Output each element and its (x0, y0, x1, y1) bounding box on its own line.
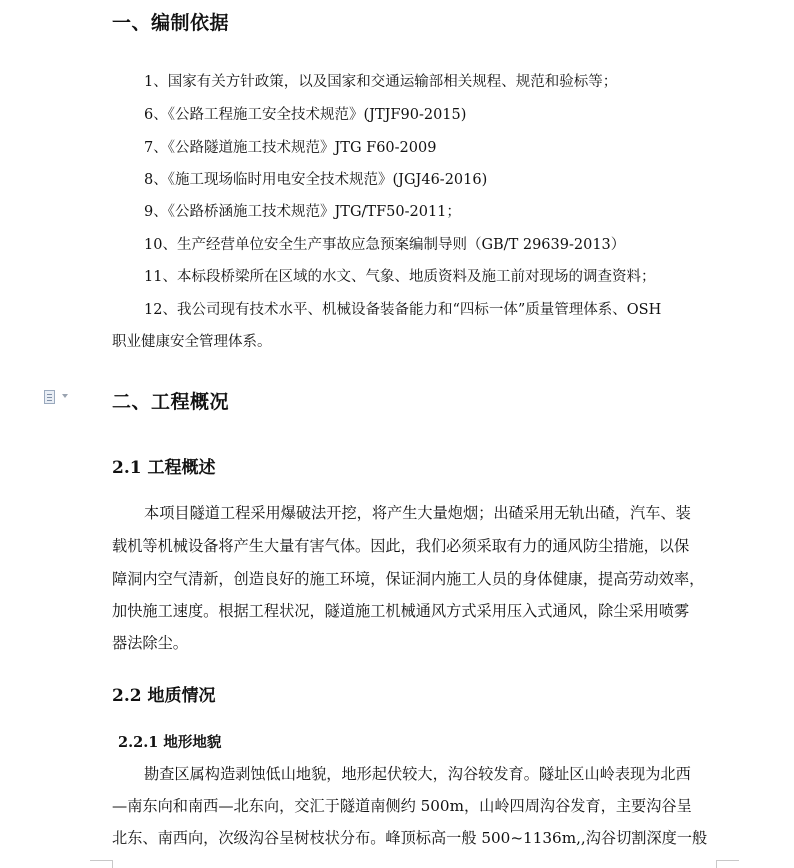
reference-item-11: 11、本标段桥梁所在区域的水文、气象、地质资料及施工前对现场的调查资料； (144, 269, 656, 285)
reference-item-10: 10、生产经营单位安全生产事故应急预案编制导则（GB/T 29639-2013） (144, 237, 626, 253)
section-2-heading: 二、工程概况 (112, 391, 230, 413)
overview-line-4: 加快施工速度。根据工程状况，隧道施工机械通风方式采用压入式通风，除尘采用喷雾 (112, 602, 690, 620)
reference-item-1: 1、国家有关方针政策，以及国家和交通运输部相关规程、规范和验标等； (144, 74, 618, 90)
caret-down-icon[interactable] (62, 394, 68, 398)
section-1-heading: 一、编制依据 (112, 12, 230, 34)
terrain-line-1: 勘查区属构造剥蚀低山地貌，地形起伏较大，沟谷较发育。隧址区山岭表现为北西 (144, 765, 691, 783)
overview-line-5: 器法除尘。 (112, 634, 188, 652)
overview-line-3: 障洞内空气清新，创造良好的施工环境，保证洞内施工人员的身体健康，提高劳动效率， (112, 570, 705, 588)
reference-item-9: 9、《公路桥涵施工技术规范》JTG/TF50-2011； (144, 204, 461, 220)
overview-line-2: 载机等机械设备将产生大量有害气体。因此，我们必须采取有力的通风防尘措施，以保 (112, 537, 690, 555)
section-2-2-heading: 2.2 地质情况 (112, 686, 216, 706)
reference-item-12: 12、我公司现有技术水平、机械设备装备能力和“四标一体”质量管理体系、OSH (144, 302, 662, 318)
reference-item-8: 8、《施工现场临时用电安全技术规范》(JGJ46-2016) (144, 172, 488, 188)
reference-item-6: 6、《公路工程施工安全技术规范》(JTJF90-2015) (144, 107, 467, 123)
reference-item-7: 7、《公路隧道施工技术规范》JTG F60-2009 (144, 140, 437, 156)
terrain-line-3: 北东、南西向，次级沟谷呈树枝状分布。峰顶标高一般 500~1136m,,沟谷切割深度一般 (112, 829, 708, 847)
section-2-2-1-heading: 2.2.1 地形地貌 (118, 734, 222, 751)
document-icon[interactable] (44, 390, 55, 404)
terrain-line-2: —南东向和南西—北东向，交汇于隧道南侧约 500m，山岭四周沟谷发育，主要沟谷呈 (112, 797, 692, 815)
reference-item-12-continued: 职业健康安全管理体系。 (112, 334, 272, 350)
section-2-1-heading: 2.1 工程概述 (112, 458, 216, 478)
overview-line-1: 本项目隧道工程采用爆破法开挖，将产生大量炮烟；出碴采用无轨出碴，汽车、装 (144, 504, 691, 522)
